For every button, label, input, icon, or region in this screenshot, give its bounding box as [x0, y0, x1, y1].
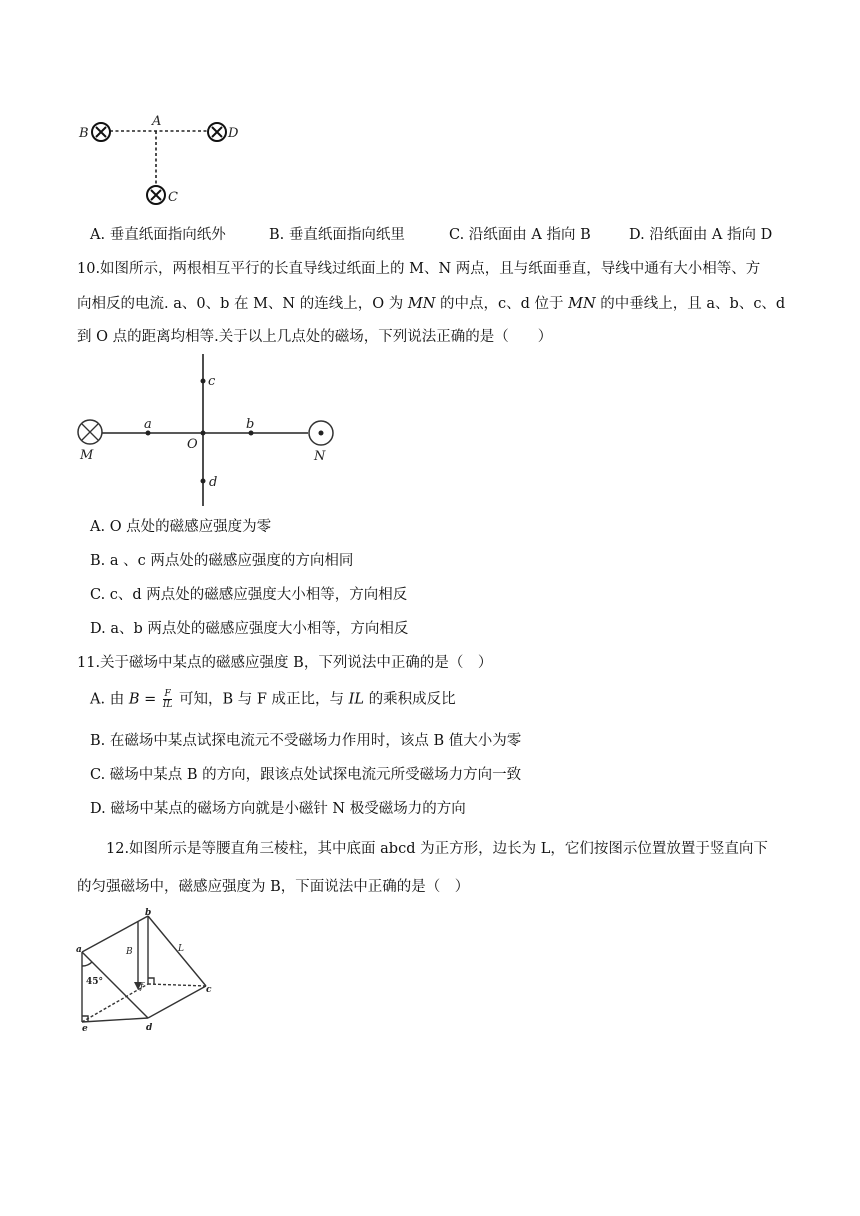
- label-M: M: [80, 448, 94, 463]
- figure-mn-wires: [74, 352, 344, 508]
- q11-option-c: C. 磁场中某点 B 的方向，跟该点处试探电流元所受磁场力方向一致: [90, 767, 522, 783]
- q11-option-d: D. 磁场中某点的磁场方向就是小磁针 N 极受磁场力的方向: [90, 801, 466, 817]
- q10-option-a: A. O 点处的磁感应强度为零: [90, 519, 272, 535]
- q10-option-d: D. a、b 两点处的磁感应强度大小相等，方向相反: [90, 621, 409, 637]
- label-b: b: [246, 417, 255, 432]
- label-c: c: [208, 374, 216, 389]
- label-A: A: [152, 114, 162, 129]
- figure-wires-bdc: [76, 110, 256, 210]
- q10-stem-line2: 向相反的电流. a、0、b 在 M、N 的连线上，O 为 MN 的中点，c、d 位于 MN 的中垂线上，且 a、b、c、d: [77, 296, 786, 312]
- label-f: f: [140, 982, 144, 992]
- label-C: C: [168, 190, 178, 205]
- q11-stem: 11.关于磁场中某点的磁感应强度 B，下列说法中正确的是（ ）: [77, 655, 493, 671]
- q9-option-c: C. 沿纸面由 A 指向 B: [449, 227, 591, 243]
- label-c: c: [206, 985, 212, 995]
- label-d: d: [146, 1023, 153, 1033]
- label-b: b: [145, 908, 152, 918]
- label-e: e: [82, 1024, 88, 1034]
- q10-stem-line3: 到 O 点的距离均相等.关于以上几点处的磁场，下列说法正确的是（ ）: [77, 329, 553, 345]
- q9-option-a: A. 垂直纸面指向纸外: [90, 227, 226, 243]
- label-B: B: [126, 947, 133, 957]
- label-O: O: [187, 437, 198, 452]
- label-a: a: [76, 945, 82, 955]
- formula-fraction: $\frac{F}{IL}$: [162, 689, 173, 710]
- q9-option-b: B. 垂直纸面指向纸里: [269, 227, 405, 243]
- q9-option-d: D. 沿纸面由 A 指向 D: [629, 227, 773, 243]
- label-a: a: [144, 417, 152, 432]
- label-B: B: [79, 126, 89, 141]
- figure-prism: [76, 906, 226, 1034]
- q12-stem-line2: 的匀强磁场中，磁感应强度为 B，下面说法中正确的是（ ）: [77, 879, 470, 895]
- label-N: N: [314, 449, 326, 464]
- q11-option-a: A. 由 B = $\frac{F}{IL}$ 可知，B 与 F 成正比，与 IL 的乘积成反比: [90, 689, 456, 710]
- label-d: d: [209, 475, 218, 490]
- label-L: L: [178, 944, 184, 954]
- label-D: D: [228, 126, 239, 141]
- q10-stem-line1: 10.如图所示，两根相互平行的长直导线过纸面上的 M、N 两点，且与纸面垂直，导线中通有大小相等、方: [77, 261, 761, 277]
- q11-option-b: B. 在磁场中某点试探电流元不受磁场力作用时，该点 B 值大小为零: [90, 733, 522, 749]
- label-angle: 45°: [86, 977, 104, 987]
- q10-option-b: B. a 、c 两点处的磁感应强度的方向相同: [90, 553, 354, 569]
- q12-stem-line1: 12.如图所示是等腰直角三棱柱，其中底面 abcd 为正方形，边长为 L，它们按图示位置放置于竖直向下: [106, 841, 768, 857]
- q10-option-c: C. c、d 两点处的磁感应强度大小相等，方向相反: [90, 587, 408, 603]
